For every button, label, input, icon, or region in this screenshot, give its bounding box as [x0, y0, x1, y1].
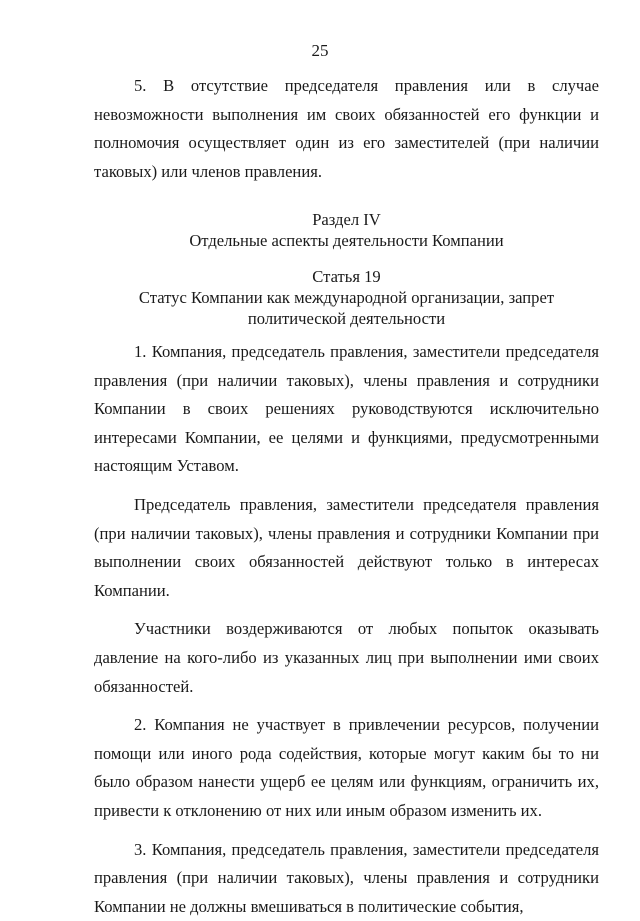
paragraph: 1. Компания, председатель правления, заместители председателя правления (при наличии таковых), члены правления и сотрудники Компании в своих решениях руководствуются исключительно интересами Компании, ее целями и функциями, предусмотренными настоящим Уставом.: [94, 338, 599, 481]
article-body: [94, 338, 599, 921]
article-label: Статья 19: [94, 266, 599, 287]
section-title: Отдельные аспекты деятельности Компании: [94, 230, 599, 251]
section-heading: [94, 209, 599, 251]
paragraph: Председатель правления, заместители председателя правления (при наличии таковых), члены правления и сотрудники Компании при выполнении своих обязанностей действуют только в интересах Компании.: [94, 491, 599, 605]
article-title-line2: политической деятельности: [94, 308, 599, 329]
paragraph: 2. Компания не участвует в привлечении ресурсов, получении помощи или иного рода содействия, которые могут каким бы то ни было образом нанести ущерб ее целям или функциям, ограничить их, привести к отклонению от них или иным образом изменить их.: [94, 711, 599, 825]
paragraph: 3. Компания, председатель правления, заместители председателя правления (при наличии таковых), члены правления и сотрудники Компании не должны вмешиваться в политические события,: [94, 836, 599, 921]
page-number: 25: [0, 41, 640, 61]
paragraph: Участники воздерживаются от любых попыток оказывать давление на кого-либо из указанных лиц при выполнении ими своих обязанностей.: [94, 615, 599, 701]
section-label: Раздел IV: [94, 209, 599, 230]
article-heading: [94, 266, 599, 329]
article-title-line1: Статус Компании как международной организации, запрет: [94, 287, 599, 308]
intro-block: [94, 72, 599, 186]
intro-paragraph: 5. В отсутствие председателя правления или в случае невозможности выполнения им своих обязанностей его функции и полномочия осуществляет один из его заместителей (при наличии таковых) или членов правления.: [94, 72, 599, 186]
